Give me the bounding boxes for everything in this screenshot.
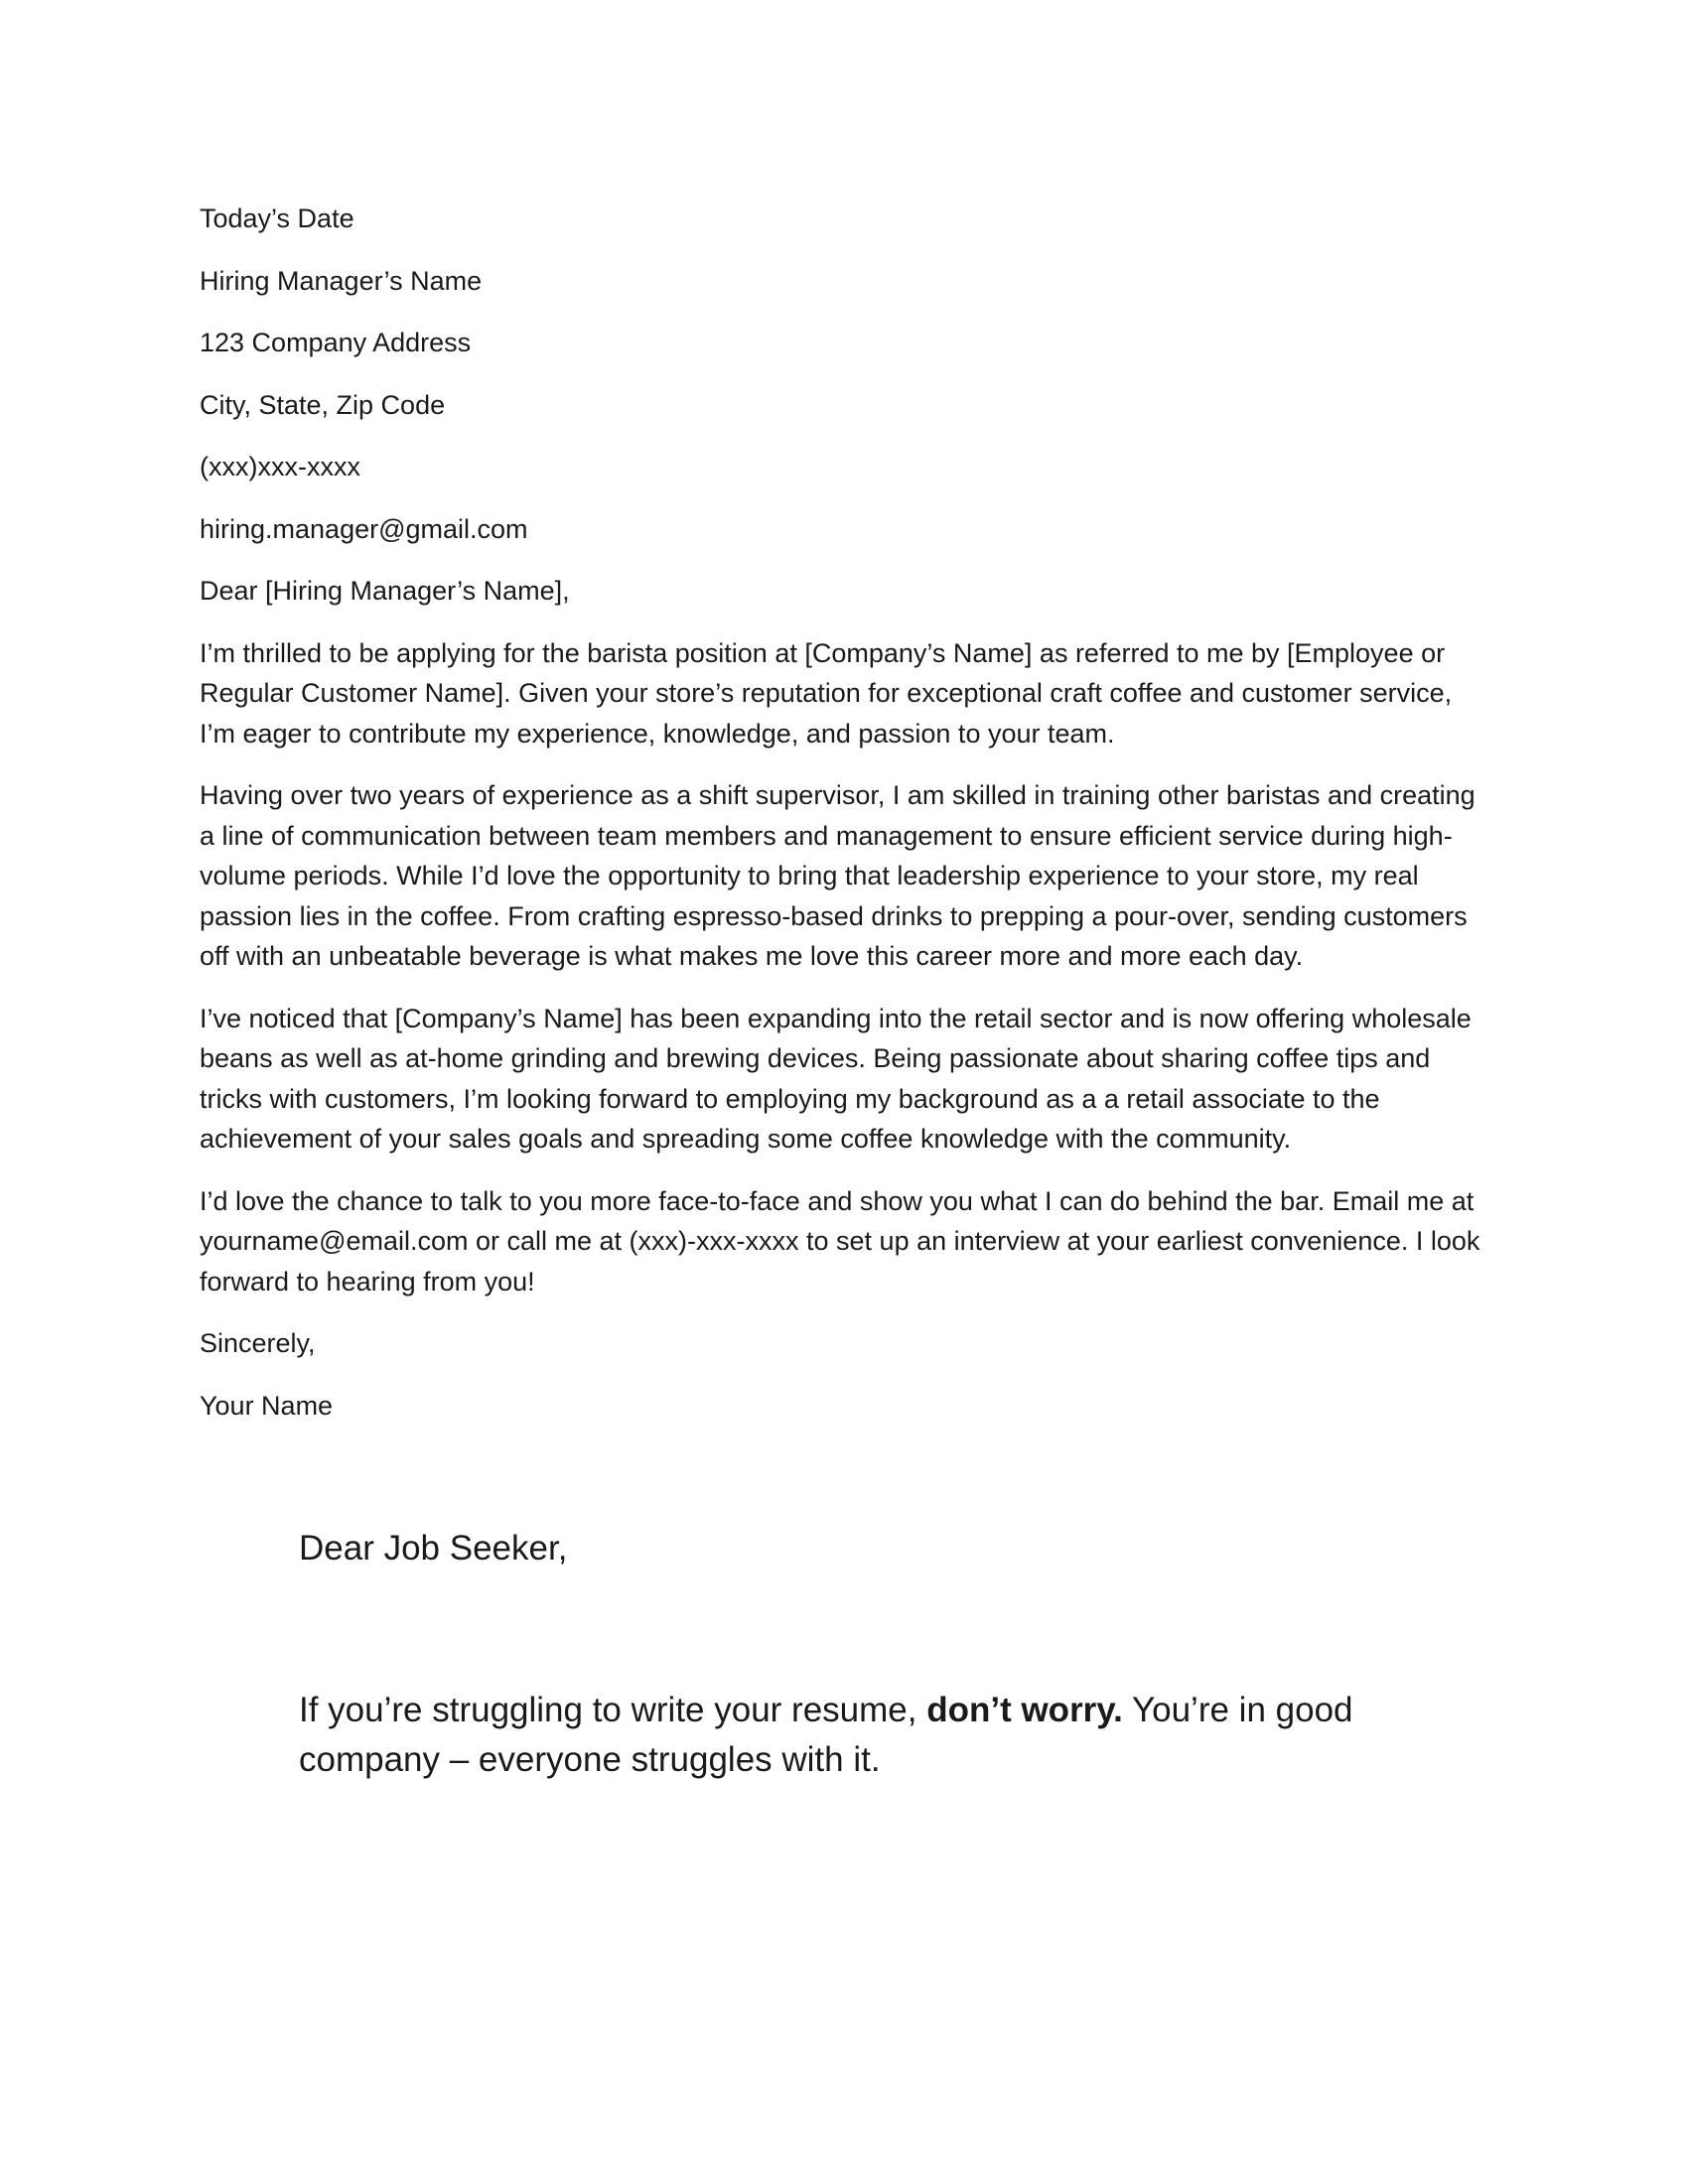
- body-paragraph-experience: Having over two years of experience as a shift supervisor, I am skilled in training other baristas and creating a line of communication between team members and management to ensure efficient service during high-volume periods. While I’d love the opportunity to bring that leadership experience to your store, my real passion lies in the coffee. From crafting espresso-based drinks to prepping a pour-over, sending customers off with an unbeatable beverage is what makes me love this career more and more each day.: [200, 780, 1476, 971]
- city-state-zip: City, State, Zip Code: [200, 389, 446, 420]
- note-body-prefix: If you’re struggling to write your resume,: [299, 1691, 927, 1729]
- signature: Your Name: [200, 1390, 334, 1421]
- note-body: [299, 1686, 1441, 1785]
- note-greeting: Dear Job Seeker,: [299, 1529, 568, 1568]
- cover-letter: [200, 199, 1490, 1447]
- note-body-suffix: You’re in good company – everyone struggles with it.: [299, 1691, 1353, 1779]
- body-paragraph-retail: I’ve noticed that [Company’s Name] has been expanding into the retail sector and is now offering wholesale beans as well as at-home grinding and brewing devices. Being passionate about sharing coffee tips and tricks with customers, I’m looking forward to employing my background as a a retail associate to the achievement of your sales goals and spreading some coffee knowledge with the community.: [200, 1003, 1472, 1154]
- body-paragraph-intro: I’m thrilled to be applying for the barista position at [Company’s Name] as referred to me by [Employee or Regular Customer Name]. Given your store’s reputation for exceptional craft coffee and customer service, I’m eager to contribute my experience, knowledge, and passion to your team.: [200, 637, 1453, 749]
- company-address: 123 Company Address: [200, 328, 472, 357]
- closing: Sincerely,: [200, 1328, 316, 1358]
- recipient-name: Hiring Manager’s Name: [200, 265, 483, 296]
- salutation: Dear [Hiring Manager’s Name],: [200, 576, 570, 606]
- recipient-email: hiring.manager@gmail.com: [200, 513, 528, 544]
- recipient-phone: (xxx)xxx-xxxx: [200, 452, 360, 481]
- letter-date: Today’s Date: [200, 204, 354, 233]
- note-body-emphasis: don’t worry.: [926, 1691, 1123, 1729]
- job-seeker-note: [299, 1524, 1441, 1785]
- body-paragraph-closing: I’d love the chance to talk to you more face-to-face and show you what I can do behind the bar. Email me at yourname@email.com or call me at (xxx)-xxx-xxxx to set up an interview at your earliest convenience. I look forward to hearing from you!: [200, 1185, 1480, 1297]
